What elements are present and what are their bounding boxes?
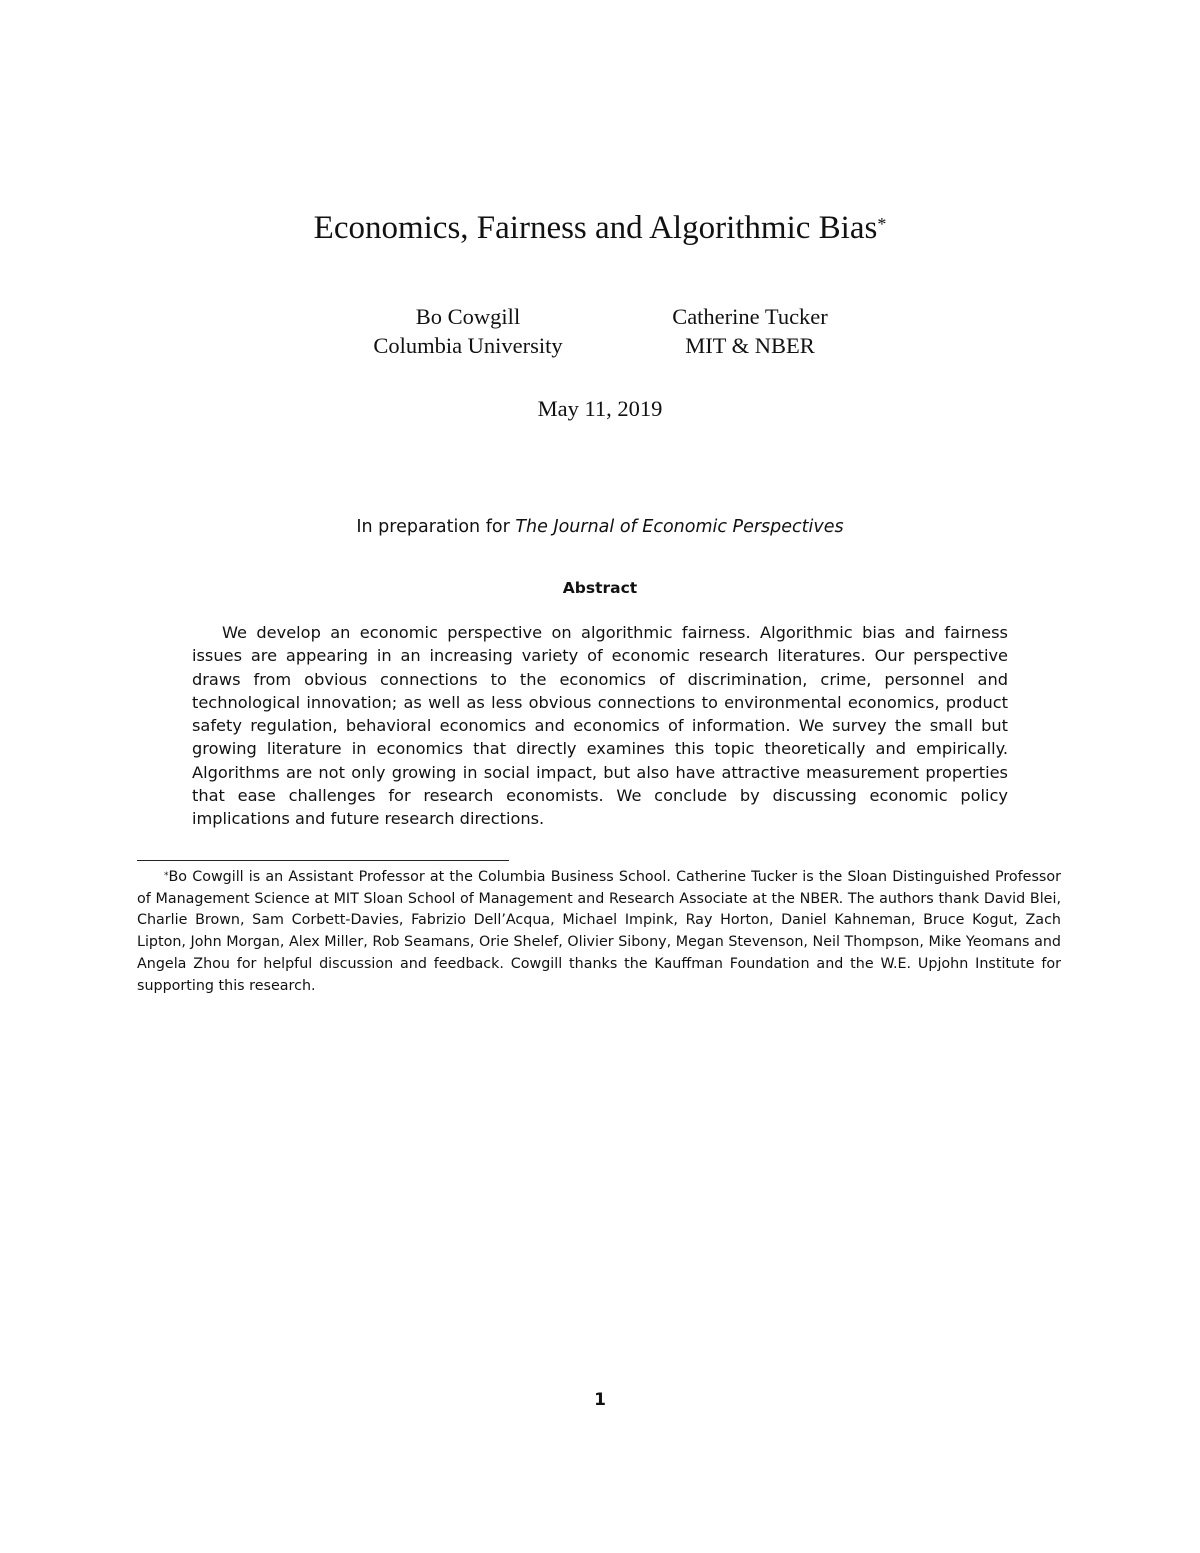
footnote <box>137 867 1061 997</box>
title-footnote-mark: * <box>877 214 887 234</box>
footnote-divider <box>137 860 509 861</box>
preparation-note <box>0 514 1200 540</box>
journal-name: The Journal of Economic Perspectives <box>515 517 844 537</box>
abstract-heading: Abstract <box>562 579 638 597</box>
paper-title <box>0 206 1200 250</box>
footnote-mark: * <box>164 871 169 881</box>
author-affiliation: Columbia University <box>373 333 563 358</box>
author-name: Catherine Tucker <box>672 304 828 329</box>
preparation-prefix: In preparation for <box>356 517 516 537</box>
author-name: Bo Cowgill <box>415 304 521 329</box>
page-number: 1 <box>594 1390 606 1410</box>
footnote-text: Bo Cowgill is an Assistant Professor at the Columbia Business School. Catherine Tucker is the Sloan Distinguished Professor of Management Science at MIT Sloan School of Management and Research Associate at the NBER. The authors thank David Blei, Charlie Brown, Sam Corbett-Davies, Fabrizio Dell’Acqua, Michael Impink, Ray Horton, Daniel Kahneman, Bruce Kogut, Zach Lipton, John Morgan, Alex Miller, Rob Seamans, Orie Shelef, Olivier Sibony, Megan Stevenson, Neil Thompson, Mike Yeomans and Angela Zhou for helpful discussion and feedback. Cowgill thanks the Kauffman Foundation and the W.E. Upjohn Institute for supporting this research. <box>137 869 1061 994</box>
author-affiliation: MIT & NBER <box>685 333 815 358</box>
paper-date: May 11, 2019 <box>537 396 663 421</box>
abstract-text: We develop an economic perspective on algorithmic fairness. Algorithmic bias and fairness issues are appearing in an increasing variety of economic research literatures. Our perspective draws from obvious connections to the economics of discrimination, crime, personnel and technological innovation; as well as less obvious connections to environmental economics, product safety regulation, behavioral economics and economics of information. We survey the small but growing literature in economics that directly examines this topic theoretically and empirically. Algorithms are not only growing in social impact, but also have attractive measurement properties that ease challenges for research economists. We conclude by discussing economic policy implications and future research directions. <box>192 623 1008 829</box>
paper-title-text: Economics, Fairness and Algorithmic Bias <box>313 210 878 246</box>
author-block-2 <box>580 302 920 360</box>
